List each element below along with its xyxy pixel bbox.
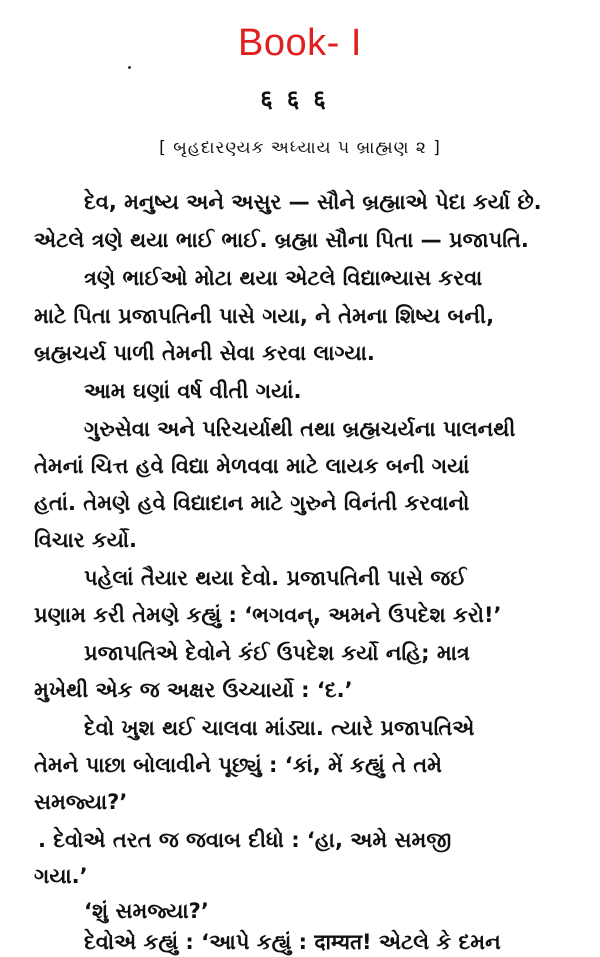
- paragraph-line: વિચાર કર્યો.: [34, 528, 137, 552]
- paragraph-line: તેમનાં ચિત્ત હવે વિદ્યા મેળવવા માટે લાયક બની ગયાં: [34, 454, 470, 478]
- chapter-reference: [ બૃહદારણ્યક અધ્યાય ૫ બ્રાહ્મણ ૨ ]: [159, 138, 441, 158]
- paragraph-line: ‘શું સમજ્યા?’: [84, 899, 209, 923]
- book-title: Book- I: [238, 22, 362, 64]
- paragraph-line: એટલે ત્રણે થયા ભાઈ ભાઈ. બ્રહ્મા સૌના પિતા — પ્રજાપતિ.: [34, 228, 529, 252]
- print-speck: [128, 66, 131, 69]
- paragraph-line: દેવ, મનુષ્ય અને અસુર — સૌને બ્રહ્માએ પેદા કર્યા છે.: [84, 190, 542, 214]
- paragraph-line: ગુરુસેવા અને પરિચર્યાથી તથા બ્રહ્મચર્યના પાલનથી: [84, 417, 516, 441]
- paragraph-line: હતાં. તેમણે હવે વિદ્યાદાન માટે ગુરુને વિનંતી કરવાનો: [34, 491, 470, 515]
- paragraph-line: પ્રણામ કરી તેમણે કહ્યું : ‘ભગવન્, અમને ઉપદેશ કરો!’: [34, 603, 502, 627]
- paragraph-line: દેવોએ કહ્યું : ‘આપે કહ્યું : दाम्यत! એટલે કે દમન: [84, 930, 501, 954]
- page-number: ६६६: [260, 85, 340, 113]
- paragraph-line: . દેવોએ તરત જ જવાબ દીધો : ‘હા, અમે સમજી: [38, 828, 452, 852]
- paragraph-line: દેવો ખુશ થઈ ચાલવા માંડ્યા. ત્યારે પ્રજાપતિએ: [84, 716, 475, 740]
- paragraph-line: પહેલાં તૈયાર થયા દેવો. પ્રજાપતિની પાસે જઈ: [84, 566, 467, 590]
- paragraph-line: પ્રજાપતિએ દેવોને કંઈ ઉપદેશ કર્યો નહિ; માત્ર: [84, 641, 470, 665]
- paragraph-line: મુખેથી એક જ અક્ષર ઉચ્ચાર્યો : ‘દ.’: [34, 678, 353, 702]
- paragraph-line: માટે પિતા પ્રજાપતિની પાસે ગયા, ને તેમના શિષ્ય બની,: [34, 304, 495, 328]
- paragraph-line: સમજ્યા?’: [34, 790, 128, 814]
- paragraph-line: ત્રણે ભાઈઓ મોટા થયા એટલે વિદ્યાભ્યાસ કરવા: [84, 266, 483, 290]
- paragraph-line: ગયા.’: [34, 864, 88, 888]
- paragraph-line: બ્રહ્મચર્ય પાળી તેમની સેવા કરવા લાગ્યા.: [34, 341, 375, 365]
- paragraph-line: તેમને પાછા બોલાવીને પૂછ્યું : ‘કાં, મેં કહ્યું તે તમે: [34, 753, 443, 777]
- paragraph-line: આમ ઘણાં વર્ષ વીતી ગયાં.: [84, 379, 302, 403]
